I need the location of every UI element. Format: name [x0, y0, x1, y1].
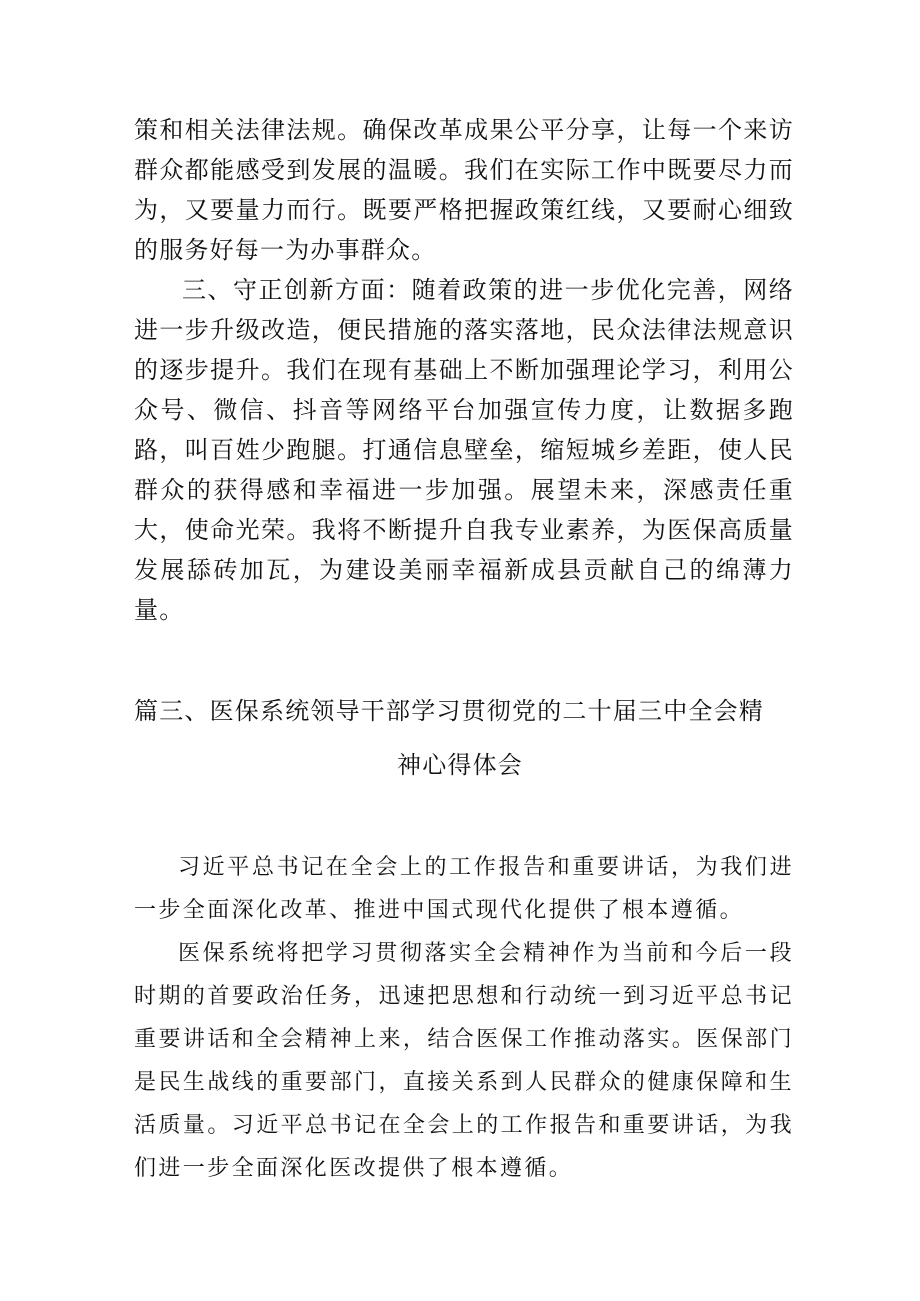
body-text-section-a	[134, 110, 794, 630]
paragraph-continued: 策和相关法律法规。确保改革成果公平分享，让每一个来访群众都能感受到发展的温暖。我们在实际工作中既要尽力而为，又要量力而行。既要严格把握政策红线，又要耐心细致的服务好每一为办事群众。	[134, 116, 794, 264]
body-text-section-b	[134, 846, 794, 1190]
paragraph-innovation: 三、守正创新方面：随着政策的进一步优化完善，网络进一步升级改造，便民措施的落实落地，民众法律法规意识的逐步提升。我们在现有基础上不断加强理论学习，利用公众号、微信、抖音等网络平台加强宣传力度，让数据多跑路，叫百姓少跑腿。打通信息壁垒，缩短城乡差距，使人民群众的获得感和幸福进一步加强。展望未来，深感责任重大，使命光荣。我将不断提升自我专业素养，为医保高质量发展舔砖加瓦，为建设美丽幸福新成县贡献自己的绵薄力量。	[134, 276, 794, 624]
section-heading-line-1: 篇三、医保系统领导干部学习贯彻党的二十届三中全会精	[134, 697, 764, 725]
section-heading-line-2: 神心得体会	[397, 751, 523, 779]
paragraph-intro: 习近平总书记在全会上的工作报告和重要讲话，为我们进一步全面深化改革、推进中国式现代化提供了根本遵循。	[134, 855, 794, 923]
paragraph-medical-insurance: 医保系统将把学习贯彻落实全会精神作为当前和今后一段时期的首要政治任务，迅速把思想和行动统一到习近平总书记重要讲话和全会精神上来，结合医保工作推动落实。医保部门是民生战线的重要部门，直接关系到人民群众的健康保障和生活质量。习近平总书记在全会上的工作报告和重要讲话，为我们进一步全面深化医改提供了根本遵循。	[134, 941, 794, 1181]
